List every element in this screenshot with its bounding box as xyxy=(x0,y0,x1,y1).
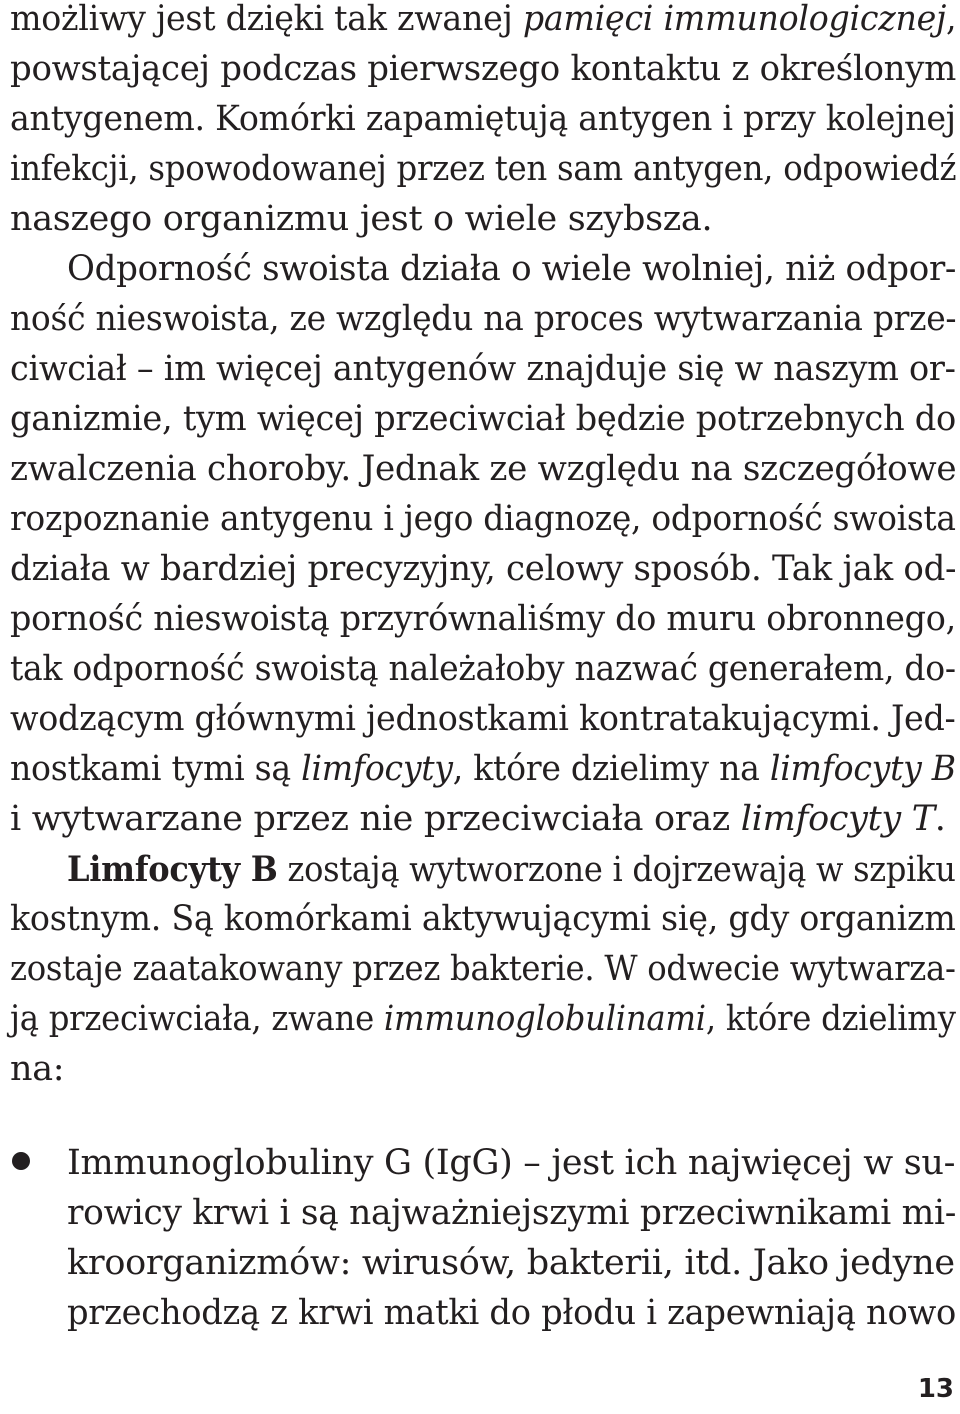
text-run: , które dzielimy na xyxy=(452,749,770,789)
text-run: możliwy jest dzięki tak zwanej xyxy=(10,0,523,39)
paragraph-2-line-1: Odporność swoista działa o wiele wolniej, niż odpor- xyxy=(67,249,957,289)
text-run: ją przeciwciała, zwane xyxy=(10,999,384,1039)
paragraph-2-line-2: ność nieswoista, ze względu na proces wytwarzania prze- xyxy=(10,299,957,339)
paragraph-1-line-2: powstającej podczas pierwszego kontaktu z określonym xyxy=(10,49,957,89)
italic-term: immunoglobulinami xyxy=(383,999,706,1039)
paragraph-2-line-11 xyxy=(10,745,956,794)
paragraph-2-line-9: tak odporność swoistą należałoby nazwać generałem, do- xyxy=(10,649,956,689)
bullet-item-line-2: rowicy krwi i są najważniejszymi przeciwnikami mi- xyxy=(67,1193,957,1233)
paragraph-2-line-7: działa w bardziej precyzyjny, celowy sposób. Tak jak od- xyxy=(10,549,957,589)
paragraph-2-line-5: zwalczenia choroby. Jednak ze względu na szczegółowe xyxy=(10,449,957,489)
text-run: nostkami tymi są xyxy=(10,749,302,789)
paragraph-1-line-3: antygenem. Komórki zapamiętują antygen i przy kolejnej xyxy=(10,99,956,139)
paragraph-2-line-3: ciwciał – im więcej antygenów znajduje się w naszym or- xyxy=(10,349,956,389)
text-run: . xyxy=(934,799,946,839)
text-run: i wytwarzane przez nie przeciwciała oraz xyxy=(10,799,741,839)
text-run: zostają wytworzone i dojrzewają w szpiku xyxy=(277,850,956,890)
italic-term: limfocyty B xyxy=(769,749,956,789)
paragraph-2-line-4: ganizmie, tym więcej przeciwciał będzie potrzebnych do xyxy=(10,399,956,439)
bullet-dot-icon xyxy=(12,1152,30,1170)
paragraph-3-line-5: na: xyxy=(10,1049,65,1089)
paragraph-3-line-4 xyxy=(10,995,956,1044)
paragraph-2-line-6: rozpoznanie antygenu i jego diagnozę, odporność swoista xyxy=(10,499,956,539)
italic-term: limfocyty T xyxy=(740,799,935,839)
italic-term: limfocyty xyxy=(301,749,453,789)
bullet-item-line-1: Immunoglobuliny G (IgG) – jest ich najwięcej w su- xyxy=(67,1143,956,1183)
paragraph-1-line-5: naszego organizmu jest o wiele szybsza. xyxy=(10,199,713,239)
paragraph-3-line-1 xyxy=(67,845,956,895)
bullet-item-line-3: kroorganizmów: wirusów, bakterii, itd. Jako jedyne xyxy=(67,1243,955,1283)
bold-term: Limfocyty B xyxy=(67,849,278,890)
paragraph-2-line-12 xyxy=(10,795,946,844)
paragraph-2-line-10: wodzącym głównymi jednostkami kontratakującymi. Jed- xyxy=(10,699,956,739)
bullet-item-line-4: przechodzą z krwi matki do płodu i zapewniają nowo xyxy=(67,1293,957,1333)
page-number: 13 xyxy=(917,1374,954,1404)
paragraph-1-line-1 xyxy=(10,0,956,44)
paragraph-3-line-2: kostnym. Są komórkami aktywującymi się, gdy organizm xyxy=(10,899,956,939)
paragraph-1-line-4: infekcji, spowodowanej przez ten sam antygen, odpowiedź xyxy=(10,149,957,189)
paragraph-3-line-3: zostaje zaatakowany przez bakterie. W odwecie wytwarza- xyxy=(10,949,956,989)
text-run: , które dzielimy xyxy=(705,999,956,1039)
text-run: , xyxy=(946,0,957,39)
paragraph-2-line-8: porność nieswoistą przyrównaliśmy do muru obronnego, xyxy=(10,599,956,639)
italic-term: pamięci immunologicznej xyxy=(522,0,947,39)
